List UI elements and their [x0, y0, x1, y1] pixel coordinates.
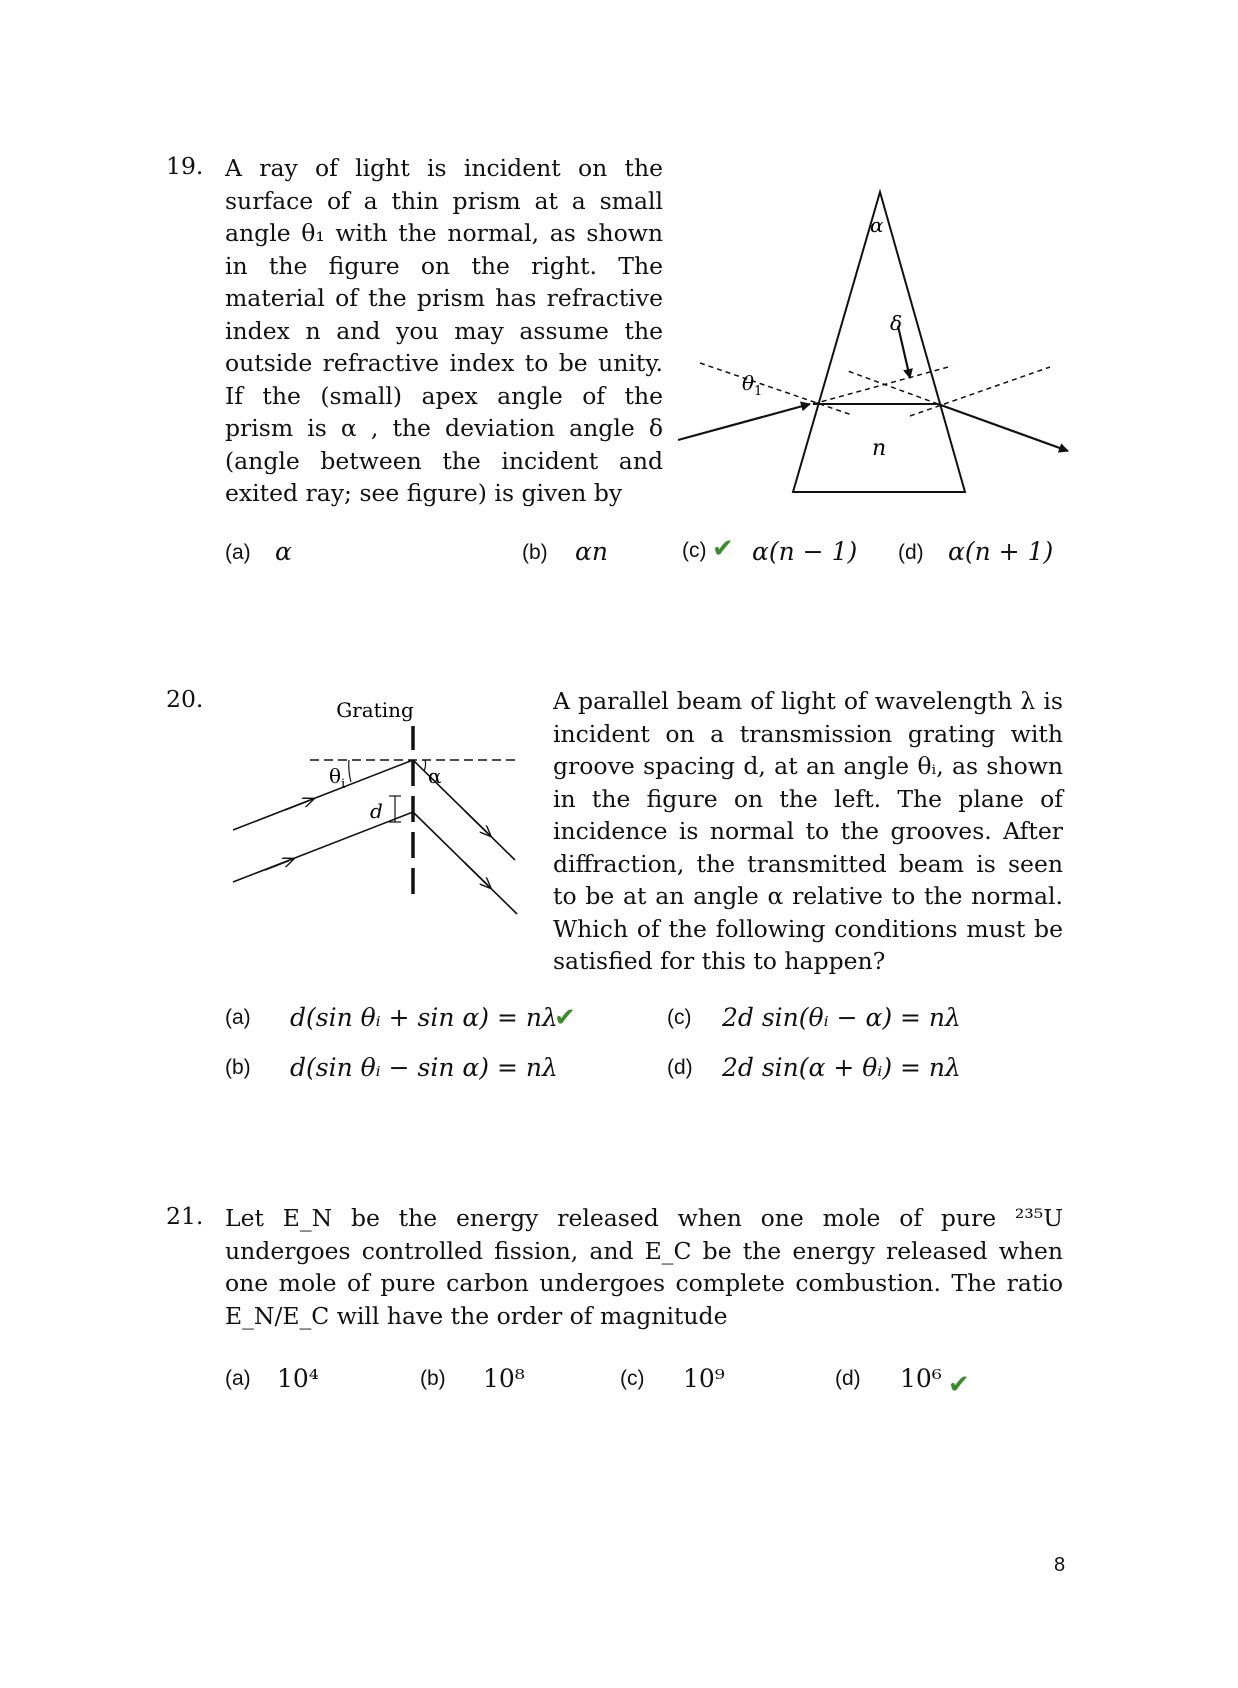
q21-correct-check-icon: ✔ [948, 1370, 970, 1400]
q20-correct-check-icon: ✔ [554, 1003, 576, 1033]
q19-option-c-label: (c) [682, 539, 707, 562]
incidence-label: $\theta_1$ [742, 371, 763, 399]
q20-option-c-value: 2d sin(θᵢ − α) = nλ [722, 1003, 961, 1032]
q20-option-d-label: (d) [667, 1056, 693, 1079]
q21-number: 21. [166, 1202, 204, 1230]
incident-ray-1 [233, 760, 413, 830]
q20-option-b-value: d(sin θᵢ − sin α) = nλ [290, 1053, 558, 1082]
alpha-arc [424, 760, 426, 771]
q21-option-c-value: 10⁹ [683, 1364, 725, 1393]
q21-option-a-label: (a) [225, 1367, 251, 1390]
q19-option-a-label: (a) [225, 541, 251, 564]
q20-option-a-label: (a) [225, 1006, 251, 1029]
incident-ray-2 [233, 812, 413, 882]
q20-option-d-value: 2d sin(α + θᵢ) = nλ [722, 1053, 961, 1082]
apex-label: α [870, 213, 884, 237]
q21-option-a-value: 10⁴ [277, 1364, 319, 1393]
q21-text: Let E_N be the energy released when one mole of pure ²³⁵U undergoes controlled fission, and E_C be the energy released when one mole of pure carbon undergoes complete combustion. The ratio E_N/E_C will have the order of magnitude [225, 1204, 1063, 1330]
q20-grating-figure [225, 690, 535, 920]
q21-option-c-label: (c) [620, 1367, 645, 1390]
spacing-label: d [370, 799, 383, 823]
grating-title: Grating [336, 698, 414, 722]
q19-option-b-value: αn [575, 537, 608, 566]
entry-normal [700, 363, 852, 415]
q20-option-c-label: (c) [667, 1006, 692, 1029]
exit-extension [845, 370, 938, 404]
theta-arc [349, 760, 351, 782]
q19-option-d-value: α(n + 1) [948, 537, 1054, 566]
deviation-label: δ [890, 311, 903, 335]
q19-option-a-value: α [275, 537, 292, 566]
alpha-label: α [428, 764, 442, 788]
q19-prism-figure [660, 180, 1080, 500]
q20-number: 20. [166, 685, 204, 713]
q21-option-b-label: (b) [420, 1367, 446, 1390]
q19-option-c-value: α(n − 1) [752, 537, 858, 566]
q20-option-a-value: d(sin θᵢ + sin α) = nλ [290, 1003, 558, 1032]
q19-text: A ray of light is incident on the surface of a thin prism at a small angle θ₁ with the normal, as shown in the figure on the right. The material of the prism has refractive index n and you may assume the outside refractive index to be unity. If the (small) apex angle of the prism is α , the deviation angle δ (angle between the incident and exited ray; see figure) is given by [225, 154, 663, 507]
q19-correct-check-icon: ✔ [712, 534, 734, 564]
q21-option-b-value: 10⁸ [483, 1364, 525, 1393]
q21-option-d-value: 10⁶ [900, 1364, 942, 1393]
q19-option-d-label: (d) [898, 541, 924, 564]
exit-ray [938, 404, 1068, 451]
index-label: n [872, 436, 887, 461]
page-number: 8 [1054, 1554, 1066, 1576]
q21-option-d-label: (d) [835, 1367, 861, 1390]
theta-label: $\theta_i$ [329, 764, 346, 792]
incident-ray [678, 404, 810, 440]
q19-number: 19. [166, 152, 204, 180]
q19-option-b-label: (b) [522, 541, 548, 564]
q20-option-b-label: (b) [225, 1056, 251, 1079]
q20-text: A parallel beam of light of wavelength λ is incident on a transmission grating with groove spacing d, at an angle θᵢ, as shown in the figure on the left. The plane of incidence is normal to the grooves. After diffraction, the transmitted beam is seen to be at an angle α relative to the normal. Which of the following conditions must be satisfied for this to happen? [553, 687, 1063, 975]
